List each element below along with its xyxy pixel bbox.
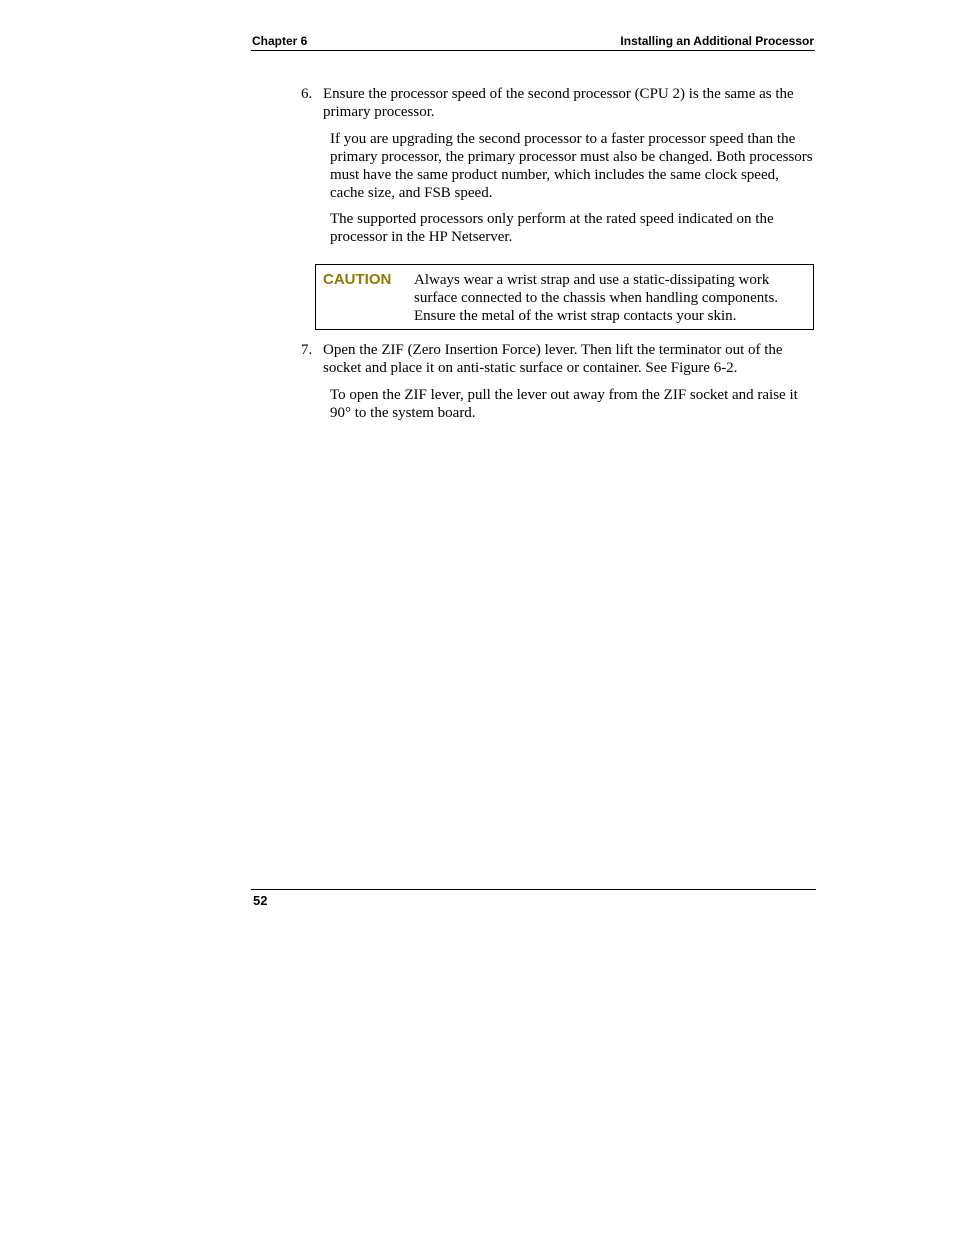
- step-text: Open the ZIF (Zero Insertion Force) lever. Then lift the terminator out of the socket and place it on anti-static surface or container. See Figure 6-2.: [323, 342, 783, 376]
- page-number: 52: [253, 893, 268, 908]
- step-number: 7.: [301, 342, 313, 358]
- caution-label: CAUTION: [323, 271, 392, 288]
- chapter-title: Installing an Additional Processor: [620, 34, 814, 48]
- chapter-label: Chapter 6: [252, 34, 308, 48]
- page-footer: [251, 889, 816, 908]
- caution-box: [315, 264, 814, 330]
- step-6-paragraph-2: The supported processors only perform at the rated speed indicated on the processor in the HP Netserver.: [330, 211, 774, 245]
- step-number: 6.: [301, 86, 313, 102]
- caution-text: Always wear a wrist strap and use a static-dissipating work surface connected to the chassis when handling components. Ensure the metal of the wrist strap contacts your skin.: [414, 272, 779, 324]
- step-7-paragraph-1: To open the ZIF lever, pull the lever out away from the ZIF socket and raise it 90° to the system board.: [330, 387, 798, 421]
- step-text: Ensure the processor speed of the second processor (CPU 2) is the same as the primary processor.: [323, 86, 794, 120]
- page-header: [251, 33, 815, 51]
- step-6-paragraph-1: If you are upgrading the second processor to a faster processor speed than the primary processor, the primary processor must also be changed. Both processors must have the same product number, which includes the same clock speed, cache size, and FSB speed.: [330, 131, 813, 201]
